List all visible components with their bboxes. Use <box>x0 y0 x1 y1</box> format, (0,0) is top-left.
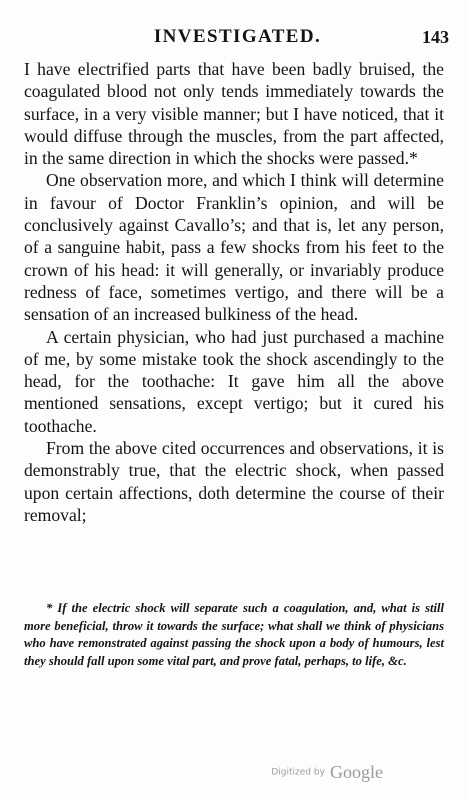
running-title: INVESTIGATED. <box>153 26 322 47</box>
page-number: 143 <box>422 27 449 47</box>
watermark-prefix: Digitized by <box>271 767 325 778</box>
footnote-text: * If the electric shock will separate such a coagulation, and, what is still more beneficial, throw it towards the surface; what shall we think of physicians who have remonstrated against passing the shock upon a body of humours, lest they should fall upon some vital part, and prove fatal, perhaps, to life, &c. <box>24 601 444 668</box>
paragraph: A certain physician, who had just purchased a machine of me, by some mistake took the shock ascendingly to the head, for the toothache: It gave him all the above mentioned sensations, except vertigo; but it cured his toothache. <box>24 326 444 436</box>
footnote <box>24 600 444 670</box>
google-watermark <box>271 762 383 783</box>
paragraph: One observation more, and which I think will determine in favour of Doctor Franklin’s opinion, and will be conclusively against Cavallo’s; and that is, let any person, of a sanguine habit, pass a few shocks from his feet to the crown of his head: it will generally, or invariably produce redness of face, sometimes vertigo, and there will be a sensation of an increased bulkiness of the head. <box>24 170 444 325</box>
body-text <box>24 58 444 526</box>
page-header <box>26 26 449 50</box>
paragraph: I have electrified parts that have been badly bruised, the coagulated blood not only tends immediately towards the surface, in a very visible manner; but I have noticed, that it would diffuse through the muscles, from the part affected, in the same direction in which the shocks were passed.* <box>24 59 444 169</box>
google-logo: Google <box>330 762 383 782</box>
paragraph: From the above cited occurrences and observations, it is demonstrably true, that the electric shock, when passed upon certain affections, doth determine the course of their removal; <box>24 438 444 525</box>
